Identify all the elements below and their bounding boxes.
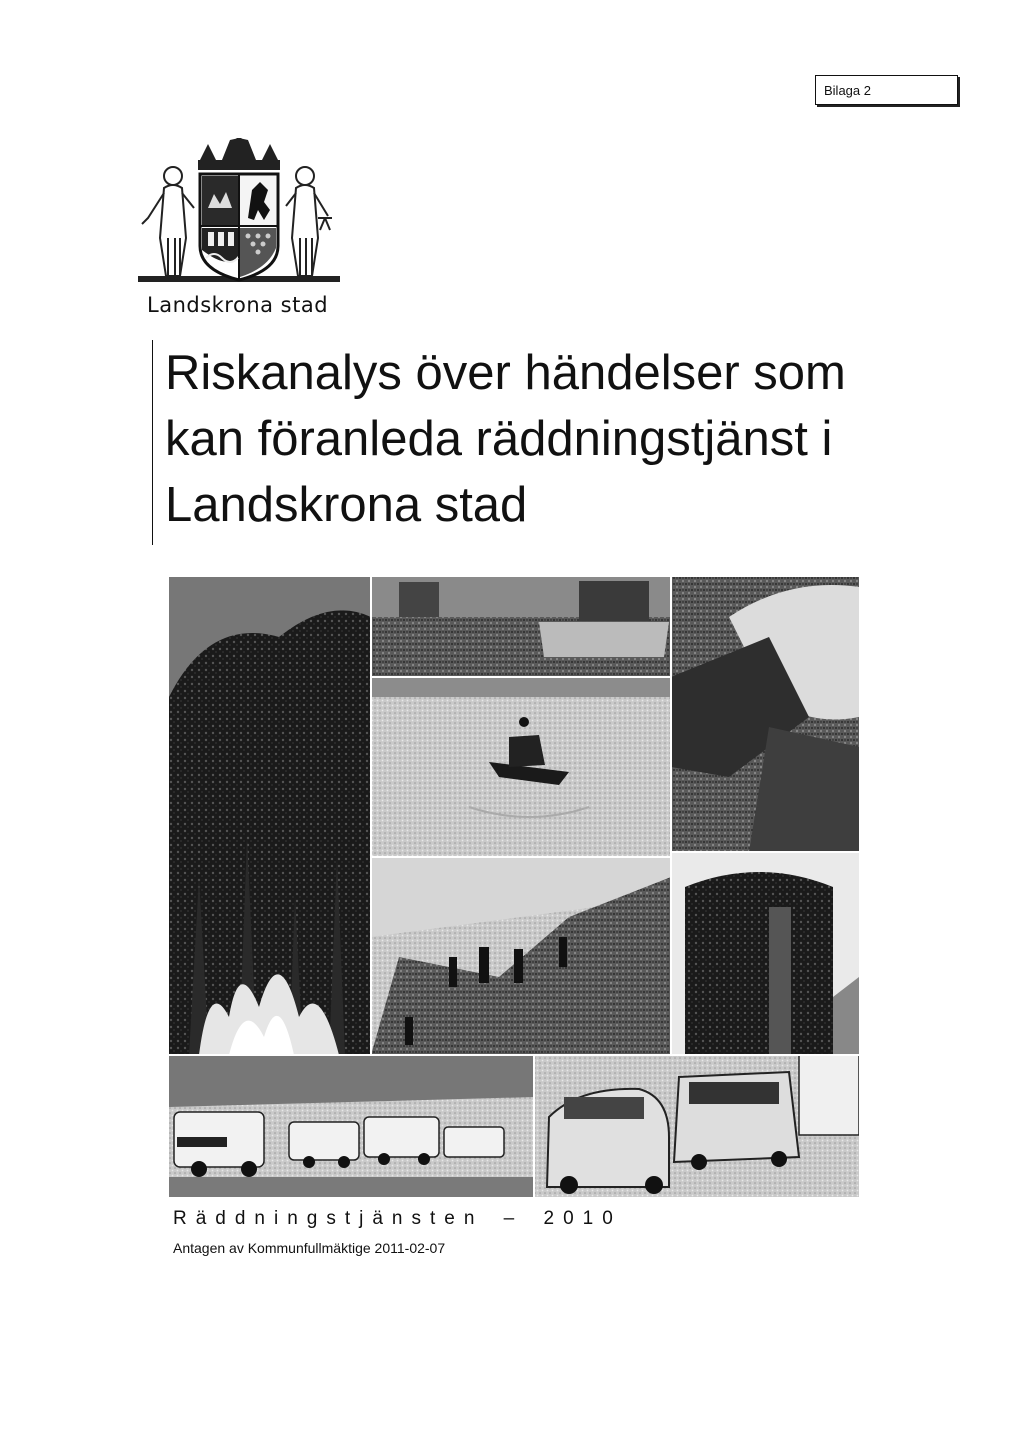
photo-firefighter-car xyxy=(671,577,859,852)
photo-police-cars xyxy=(534,1055,859,1197)
photo-storage-tank xyxy=(671,852,859,1055)
document-title xyxy=(152,340,872,545)
title-line: kan föranleda räddningstjänst i xyxy=(165,412,833,466)
cover-photo-collage xyxy=(169,577,859,1197)
city-name: Landskrona stad xyxy=(147,293,329,317)
coat-of-arms-logo xyxy=(128,138,350,290)
photo-forest-fire xyxy=(169,577,371,1055)
photo-rescue-boat xyxy=(371,677,671,857)
footer-separator: – xyxy=(503,1208,524,1229)
coat-of-arms-icon xyxy=(128,138,350,290)
adoption-note: Antagen av Kommunfullmäktige 2011-02-07 xyxy=(173,1240,446,1256)
title-line: Riskanalys över händelser som xyxy=(165,346,846,400)
photo-shoreline-rescue xyxy=(371,857,671,1055)
photo-harbour xyxy=(371,577,671,677)
footer-department-year xyxy=(173,1208,622,1230)
attachment-label: Bilaga 2 xyxy=(824,82,871,98)
document-year: 2010 xyxy=(543,1208,622,1229)
attachment-label-box xyxy=(815,75,958,105)
department-name: Räddningstjänsten xyxy=(173,1208,484,1229)
photo-ambulances xyxy=(169,1055,534,1197)
title-line: Landskrona stad xyxy=(165,478,528,532)
photo-collage-graphic xyxy=(169,577,859,1197)
